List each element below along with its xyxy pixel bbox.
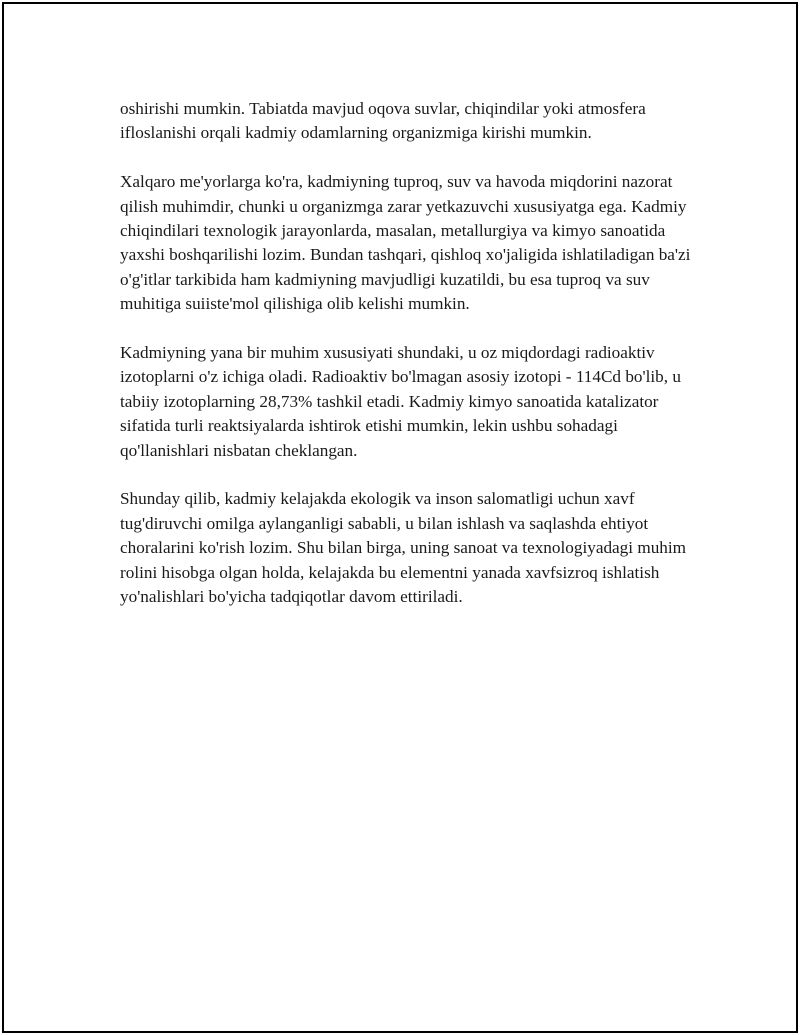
- paragraph-2: Xalqaro me'yorlarga ko'ra, kadmiyning tuproq, suv va havoda miqdorini nazorat qilish muhimdir, chunki u organizmga zarar yetkazuvchi xususiyatga ega. Kadmiy chiqindilari texnologik jarayonlarda, masalan, metallurgiya va kimyo sanoatida yaxshi boshqarilishi lozim. Bundan tashqari, qishloq xo'jaligida ishlatiladigan ba'zi o'g'itlar tarkibida ham kadmiyning mavjudligi kuzatildi, bu esa tuproq va suv muhitiga suiiste'mol qilishiga olib kelishi mumkin.: [120, 172, 691, 314]
- paragraph-4: Shunday qilib, kadmiy kelajakda ekologik va inson salomatligi uchun xavf tug'diruvchi omilga aylanganligi sababli, u bilan ishlash va saqlashda ehtiyot choralarini ko'rish lozim. Shu bilan birga, uning sanoat va texnologiyadagi muhim rolini hisobga olgan holda, kelajakda bu elementni yanada xavfsizroq ishlatish yo'nalishlari bo'yicha tadqiqotlar davom ettiriladi.: [120, 489, 687, 607]
- paragraph-3: Kadmiyning yana bir muhim xususiyati shundaki, u oz miqdordagi radioaktiv izotoplarni o'z ichiga oladi. Radioaktiv bo'lmagan asosiy izotopi - 114Cd bo'lib, u tabiiy izotoplarning 28,73% tashkil etadi. Kadmiy kimyo sanoatida katalizator sifatida turli reaktsiyalarda ishtirok etishi mumkin, lekin ushbu sohadagi qo'llanishlari nisbatan cheklangan.: [120, 343, 681, 460]
- document-page: [2, 2, 798, 1033]
- document-body: [120, 97, 700, 634]
- paragraph-1: oshirishi mumkin. Tabiatda mavjud oqova suvlar, chiqindilar yoki atmosfera ifloslanishi orqali kadmiy odamlarning organizmiga kirishi mumkin.: [120, 99, 646, 143]
